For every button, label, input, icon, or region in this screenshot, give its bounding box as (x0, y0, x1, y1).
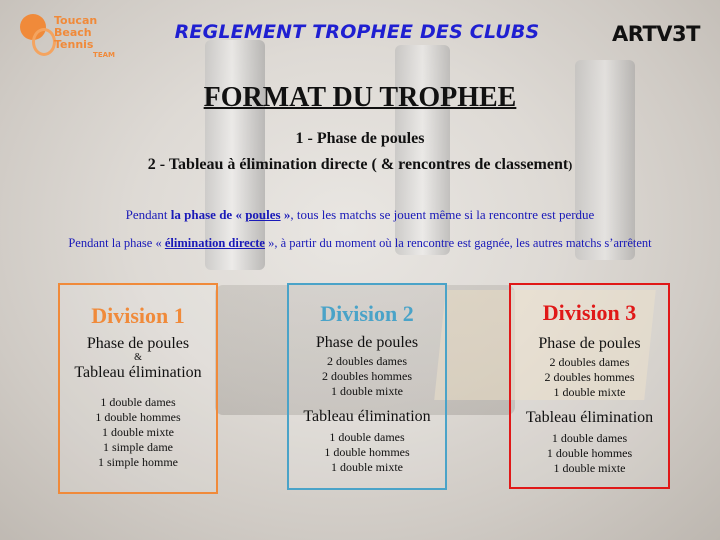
header (0, 0, 720, 70)
division-1-title: Division 1 (91, 303, 185, 328)
phase-two-line (0, 156, 720, 174)
division-1-item: 1 simple dame (103, 440, 173, 454)
note1-underline: poules (245, 207, 281, 222)
division-3-elim-item: 1 double hommes (546, 446, 633, 460)
division-1-item: 1 double mixte (102, 425, 174, 439)
division-2-pool-item: 2 doubles dames (327, 354, 407, 368)
division-2-title: Division 2 (320, 301, 414, 326)
logo-text (54, 15, 133, 59)
division-2-box (287, 283, 447, 490)
division-2-pool-item: 1 double mixte (331, 384, 403, 398)
division-3-pool-item: 2 doubles dames (549, 355, 630, 369)
artv3t-logo: ARTV3T (612, 22, 700, 46)
division-1-amp: & (134, 352, 142, 363)
logo-line2: Beach Tennis (54, 26, 94, 51)
toucan-beach-tennis-logo (18, 12, 133, 59)
division-1-box (58, 283, 218, 494)
division-3-title: Division 3 (542, 300, 637, 325)
division-2-heading1: Phase de poules (315, 334, 419, 351)
format-title: FORMAT DU TROPHEE (203, 82, 517, 113)
division-1-item: 1 double dames (100, 395, 176, 409)
division-1-item: 1 double hommes (95, 410, 181, 424)
division-2-heading2: Tableau élimination (303, 408, 431, 425)
phase-one-line: 1 - Phase de poules (295, 130, 425, 147)
page-title: REGLEMENT TROPHEE DES CLUBS (174, 21, 540, 43)
trophy-shape-center (395, 45, 450, 255)
note-poules (0, 207, 720, 223)
note-elimination (0, 236, 720, 251)
division-2-elim-item: 1 double hommes (324, 445, 410, 459)
logo-line3: TEAM (93, 51, 115, 59)
division-3-pool-item: 2 doubles hommes (544, 370, 635, 384)
division-2-pool-item: 2 doubles hommes (322, 369, 412, 383)
logo-line1: Toucan (54, 14, 98, 27)
division-1-heading2: Tableau élimination (74, 364, 202, 381)
division-1-item: 1 simple homme (98, 455, 178, 469)
phase-two-tail: ) (568, 158, 573, 172)
division-3-heading2: Tableau élimination (525, 409, 654, 426)
note2-pre: Pendant la phase « (68, 236, 165, 250)
division-3-pool-item: 1 double mixte (553, 385, 626, 399)
note1-pre: Pendant (125, 207, 171, 222)
note1-bold1: la phase de « (170, 207, 246, 222)
division-2-elim-item: 1 double mixte (331, 460, 403, 474)
phase-two-text: 2 - Tableau à élimination directe ( & rencontres de classement (147, 156, 569, 173)
note1-post: , tous les matchs se jouent même si la rencontre est perdue (290, 207, 595, 222)
division-3-elim-item: 1 double mixte (553, 461, 626, 475)
note2-underline: élimination directe (164, 236, 265, 250)
division-2-elim-item: 1 double dames (329, 430, 405, 444)
division-3-box (509, 283, 670, 489)
racket-icon (32, 28, 56, 56)
division-3-heading1: Phase de poules (538, 335, 641, 352)
division-3-elim-item: 1 double dames (551, 431, 628, 445)
note1-bold2: » (280, 207, 291, 222)
note2-post: », à partir du moment où la rencontre est gagnée, les autres matchs s’arrêtent (264, 236, 652, 250)
division-1-heading1: Phase de poules (86, 335, 190, 352)
